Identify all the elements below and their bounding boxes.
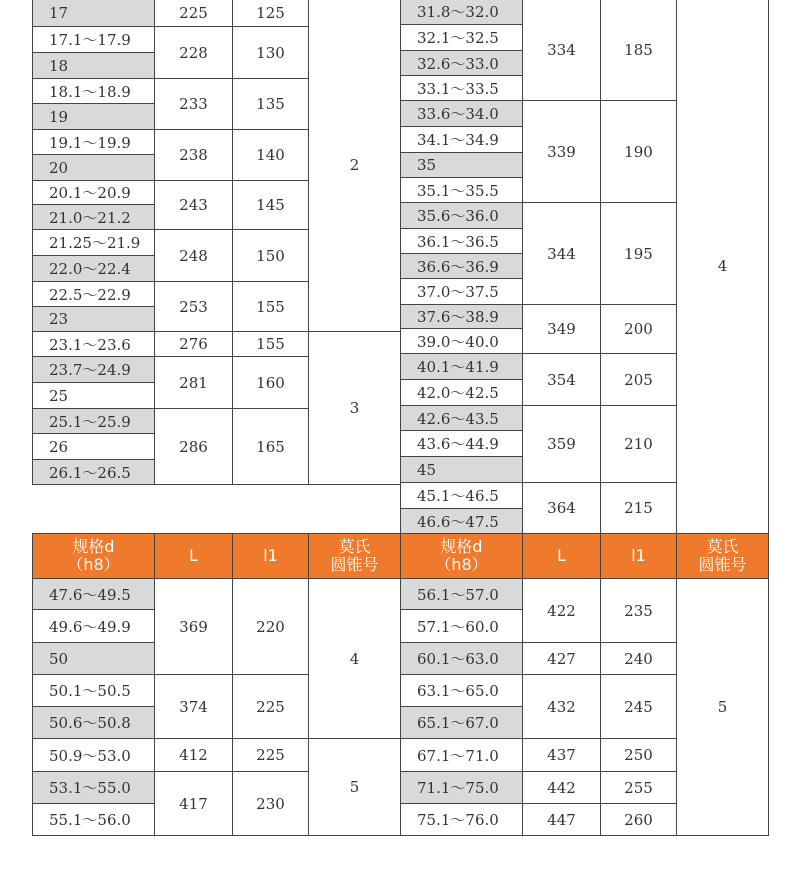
spec-cell: 22.0～22.4 <box>32 255 155 282</box>
L-cell: 225 <box>154 0 233 27</box>
spec-cell: 57.1～60.0 <box>400 609 523 643</box>
spec-cell: 56.1～57.0 <box>400 578 523 610</box>
spec-cell: 63.1～65.0 <box>400 674 523 707</box>
spec-cell: 46.6～47.5 <box>400 508 523 534</box>
header-morse-label: 莫氏 <box>338 537 371 556</box>
l1-cell: 215 <box>600 482 677 534</box>
L-cell: 437 <box>522 738 601 772</box>
spec-cell: 71.1～75.0 <box>400 771 523 804</box>
l1-cell: 210 <box>600 405 677 483</box>
L-cell: 281 <box>154 356 233 409</box>
L-cell: 253 <box>154 281 233 332</box>
spec-cell: 17 <box>32 0 155 27</box>
morse-taper-cell: 4 <box>308 578 401 739</box>
header-L <box>154 533 233 579</box>
spec-cell: 40.1～41.9 <box>400 353 523 380</box>
spec-cell: 47.6～49.5 <box>32 578 155 610</box>
header-L <box>522 533 601 579</box>
spec-cell: 35.6～36.0 <box>400 202 523 229</box>
spec-cell: 18 <box>32 52 155 79</box>
l1-cell: 220 <box>232 578 309 675</box>
spec-cell: 25.1～25.9 <box>32 408 155 434</box>
L-cell: 344 <box>522 202 601 305</box>
L-cell: 276 <box>154 331 233 357</box>
spec-cell: 50.9～53.0 <box>32 738 155 772</box>
spec-cell: 35 <box>400 152 523 178</box>
spec-cell: 33.1～33.5 <box>400 75 523 101</box>
l1-cell: 190 <box>600 100 677 203</box>
spec-cell: 34.1～34.9 <box>400 126 523 153</box>
spec-cell: 26 <box>32 433 155 460</box>
spec-cell: 26.1～26.5 <box>32 459 155 485</box>
spec-cell: 67.1～71.0 <box>400 738 523 772</box>
L-cell: 374 <box>154 674 233 739</box>
spec-cell: 42.6～43.5 <box>400 405 523 431</box>
spec-cell: 31.8～32.0 <box>400 0 523 25</box>
L-cell: 228 <box>154 26 233 79</box>
l1-cell: 155 <box>232 331 309 357</box>
spec-cell: 25 <box>32 382 155 409</box>
spec-cell: 20 <box>32 154 155 181</box>
spec-cell: 39.0～40.0 <box>400 328 523 354</box>
l1-cell: 160 <box>232 356 309 409</box>
L-cell: 442 <box>522 771 601 804</box>
header-spec <box>400 533 523 579</box>
L-cell: 334 <box>522 0 601 101</box>
spec-cell: 21.25～21.9 <box>32 229 155 256</box>
l1-cell: 145 <box>232 180 309 230</box>
L-cell: 354 <box>522 353 601 406</box>
spec-cell: 19 <box>32 103 155 130</box>
spec-cell: 19.1～19.9 <box>32 129 155 155</box>
spec-cell: 18.1～18.9 <box>32 78 155 104</box>
header-morse <box>676 533 769 579</box>
spec-cell: 65.1～67.0 <box>400 706 523 739</box>
L-cell: 447 <box>522 803 601 836</box>
spec-cell: 20.1～20.9 <box>32 180 155 205</box>
spec-cell: 45.1～46.5 <box>400 482 523 509</box>
l1-cell: 225 <box>232 738 309 772</box>
l1-cell: 130 <box>232 26 309 79</box>
l1-cell: 155 <box>232 281 309 332</box>
l1-cell: 250 <box>600 738 677 772</box>
spec-cell: 60.1～63.0 <box>400 642 523 675</box>
l1-cell: 195 <box>600 202 677 305</box>
spec-cell: 53.1～55.0 <box>32 771 155 804</box>
spec-cell: 55.1～56.0 <box>32 803 155 836</box>
spec-cell: 32.6～33.0 <box>400 50 523 76</box>
header-spec <box>32 533 155 579</box>
header-l1 <box>232 533 309 579</box>
header-l1-label: l1 <box>263 546 278 565</box>
header-L-label: L <box>557 546 566 565</box>
spec-cell: 21.0～21.2 <box>32 204 155 230</box>
spec-cell: 23 <box>32 306 155 332</box>
L-cell: 243 <box>154 180 233 230</box>
header-morse-label: 莫氏 <box>706 537 739 556</box>
spec-cell: 17.1～17.9 <box>32 26 155 53</box>
l1-cell: 165 <box>232 408 309 485</box>
l1-cell: 135 <box>232 78 309 130</box>
header-spec-sublabel: （h8） <box>435 555 488 574</box>
spec-cell: 50 <box>32 642 155 675</box>
l1-cell: 245 <box>600 674 677 739</box>
L-cell: 369 <box>154 578 233 675</box>
spec-cell: 37.6～38.9 <box>400 304 523 329</box>
spec-cell: 23.7～24.9 <box>32 356 155 383</box>
header-l1-label: l1 <box>631 546 646 565</box>
spec-cell: 45 <box>400 456 523 483</box>
spec-cell: 33.6～34.0 <box>400 100 523 127</box>
header-spec-label: 规格d <box>72 537 115 556</box>
L-cell: 359 <box>522 405 601 483</box>
l1-cell: 260 <box>600 803 677 836</box>
header-spec-sublabel: （h8） <box>67 555 120 574</box>
spec-cell: 42.0～42.5 <box>400 379 523 406</box>
l1-cell: 240 <box>600 642 677 675</box>
spec-cell: 43.6～44.9 <box>400 430 523 457</box>
L-cell: 432 <box>522 674 601 739</box>
morse-taper-cell: 3 <box>308 331 401 485</box>
header-l1 <box>600 533 677 579</box>
L-cell: 349 <box>522 304 601 354</box>
l1-cell: 225 <box>232 674 309 739</box>
L-cell: 233 <box>154 78 233 130</box>
spec-cell: 50.1～50.5 <box>32 674 155 707</box>
spec-cell: 22.5～22.9 <box>32 281 155 307</box>
l1-cell: 140 <box>232 129 309 181</box>
morse-taper-cell: 4 <box>676 0 769 534</box>
spec-cell: 36.6～36.9 <box>400 253 523 279</box>
spec-cell: 23.1～23.6 <box>32 331 155 357</box>
L-cell: 286 <box>154 408 233 485</box>
spacer <box>32 484 401 534</box>
header-morse-sublabel: 圆锥号 <box>330 555 379 574</box>
morse-taper-cell: 2 <box>308 0 401 332</box>
header-L-label: L <box>189 546 198 565</box>
l1-cell: 205 <box>600 353 677 406</box>
spec-cell: 37.0～37.5 <box>400 278 523 305</box>
L-cell: 412 <box>154 738 233 772</box>
spec-cell: 35.1～35.5 <box>400 177 523 203</box>
header-morse-sublabel: 圆锥号 <box>698 555 747 574</box>
L-cell: 248 <box>154 229 233 282</box>
morse-taper-cell: 5 <box>308 738 401 836</box>
L-cell: 427 <box>522 642 601 675</box>
L-cell: 238 <box>154 129 233 181</box>
L-cell: 417 <box>154 771 233 836</box>
l1-cell: 230 <box>232 771 309 836</box>
l1-cell: 185 <box>600 0 677 101</box>
l1-cell: 200 <box>600 304 677 354</box>
morse-taper-cell: 5 <box>676 578 769 836</box>
header-spec-label: 规格d <box>440 537 483 556</box>
spec-cell: 32.1～32.5 <box>400 24 523 51</box>
l1-cell: 235 <box>600 578 677 643</box>
l1-cell: 125 <box>232 0 309 27</box>
spec-cell: 75.1～76.0 <box>400 803 523 836</box>
header-morse <box>308 533 401 579</box>
L-cell: 339 <box>522 100 601 203</box>
spec-cell: 49.6～49.9 <box>32 609 155 643</box>
spec-cell: 36.1～36.5 <box>400 228 523 254</box>
L-cell: 364 <box>522 482 601 534</box>
L-cell: 422 <box>522 578 601 643</box>
l1-cell: 150 <box>232 229 309 282</box>
l1-cell: 255 <box>600 771 677 804</box>
spec-cell: 50.6～50.8 <box>32 706 155 739</box>
